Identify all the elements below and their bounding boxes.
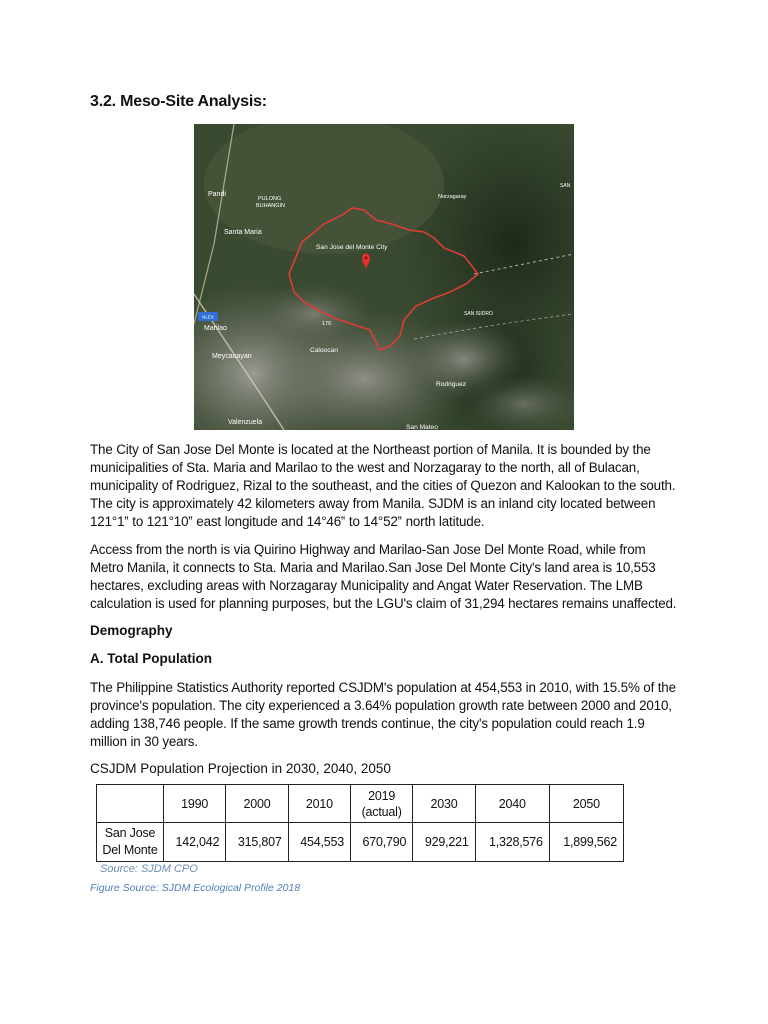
map-label-norzagaray: Norzagaray bbox=[438, 194, 467, 200]
map-label-pandi: Pandi bbox=[208, 191, 226, 198]
table-cell: 142,042 bbox=[164, 823, 226, 862]
location-paragraph: The City of San Jose Del Monte is located at the Northeast portion of Manila. It is bounded by the municipalities of Sta. Maria and Marilao to the west and Norzagaray to the north, all of Bulacan, municipality of Rodriguez, Rizal to the southeast, and the cities of Quezon and Kalookan to the south. The city is approximately 42 kilometers away from Manila. SJDM is an inland city located between 121°1‟ to 121°10‟ east longitude and 14°46‟ to 14°52‟ north latitude. bbox=[90, 442, 676, 529]
table-header-cell bbox=[97, 785, 164, 823]
table-cell: 1,899,562 bbox=[549, 823, 623, 862]
section-heading: 3.2. Meso-Site Analysis: bbox=[90, 93, 267, 110]
table-row-label: San Jose Del Monte bbox=[97, 823, 164, 862]
access-paragraph: Access from the north is via Quirino Highway and Marilao-San Jose Del Monte Road, while from Metro Manila, it connects to Sta. Maria and Marilao.San Jose Del Monte City's land area is 10,553 hectares, excluding areas with Norzagaray Municipality and Angat Water Reservation. The LMB calculation is used for planning purposes, but the LGU's claim of 31,294 hectares remains unaffected. bbox=[90, 542, 677, 611]
map-label-santa-maria: Santa Maria bbox=[224, 229, 262, 236]
table-cell: 1,328,576 bbox=[475, 823, 549, 862]
map-label-caloocan: Caloocan bbox=[310, 347, 338, 354]
table-header-cell: 2000 bbox=[226, 785, 288, 823]
map-label-pulong: PULONG bbox=[258, 196, 282, 202]
map-label-rodriguez: Rodriguez bbox=[436, 381, 467, 388]
table-cell: 315,807 bbox=[226, 823, 288, 862]
table-header-cell: 2010 bbox=[288, 785, 350, 823]
population-paragraph: The Philippine Statistics Authority reported CSJDM's population at 454,553 in 2010, with 15.5% of the province's population. The city experienced a 3.64% population growth rate between 2000 and 2010, adding 138,746 people. If the same growth trends continue, the city's population could reach 1.9 million in 30 years. bbox=[90, 680, 676, 749]
map-label-road-176: 176 bbox=[322, 321, 332, 327]
map-label-meycauayan: Meycauayan bbox=[212, 353, 252, 360]
map-label-marilao: Marilao bbox=[204, 325, 227, 332]
map-image bbox=[194, 124, 574, 430]
highway-shield-icon bbox=[198, 312, 218, 321]
table-header-cell: 2030 bbox=[413, 785, 475, 823]
table-header-cell: 2040 bbox=[475, 785, 549, 823]
table-header-row bbox=[97, 785, 624, 823]
table-header-cell: 2050 bbox=[549, 785, 623, 823]
satellite-map bbox=[194, 124, 574, 430]
svg-text:NLEX: NLEX bbox=[202, 314, 214, 320]
map-label-san-top: SAN bbox=[560, 183, 571, 189]
population-table bbox=[96, 784, 624, 862]
total-population-heading: A. Total Population bbox=[90, 651, 212, 666]
table-cell: 929,221 bbox=[413, 823, 475, 862]
table-cell: 454,553 bbox=[288, 823, 350, 862]
table-cell: 670,790 bbox=[350, 823, 412, 862]
table-caption: CSJDM Population Projection in 2030, 2040, 2050 bbox=[90, 761, 391, 776]
map-label-san-isidro: SAN ISIDRO bbox=[464, 311, 493, 317]
table-source: Source: SJDM CPO bbox=[100, 863, 198, 875]
map-label-san-mateo: San Mateo bbox=[406, 424, 438, 430]
table-header-cell: 2019 (actual) bbox=[350, 785, 412, 823]
table-header-cell: 1990 bbox=[164, 785, 226, 823]
figure-source: Figure Source: SJDM Ecological Profile 2018 bbox=[90, 882, 301, 894]
table-row bbox=[97, 823, 624, 862]
map-label-sjdm: San Jose del Monte City bbox=[316, 244, 388, 251]
demography-heading: Demography bbox=[90, 623, 173, 638]
map-label-valenzuela: Valenzuela bbox=[228, 419, 263, 426]
map-label-buhangin: BUHANGIN bbox=[256, 203, 286, 209]
